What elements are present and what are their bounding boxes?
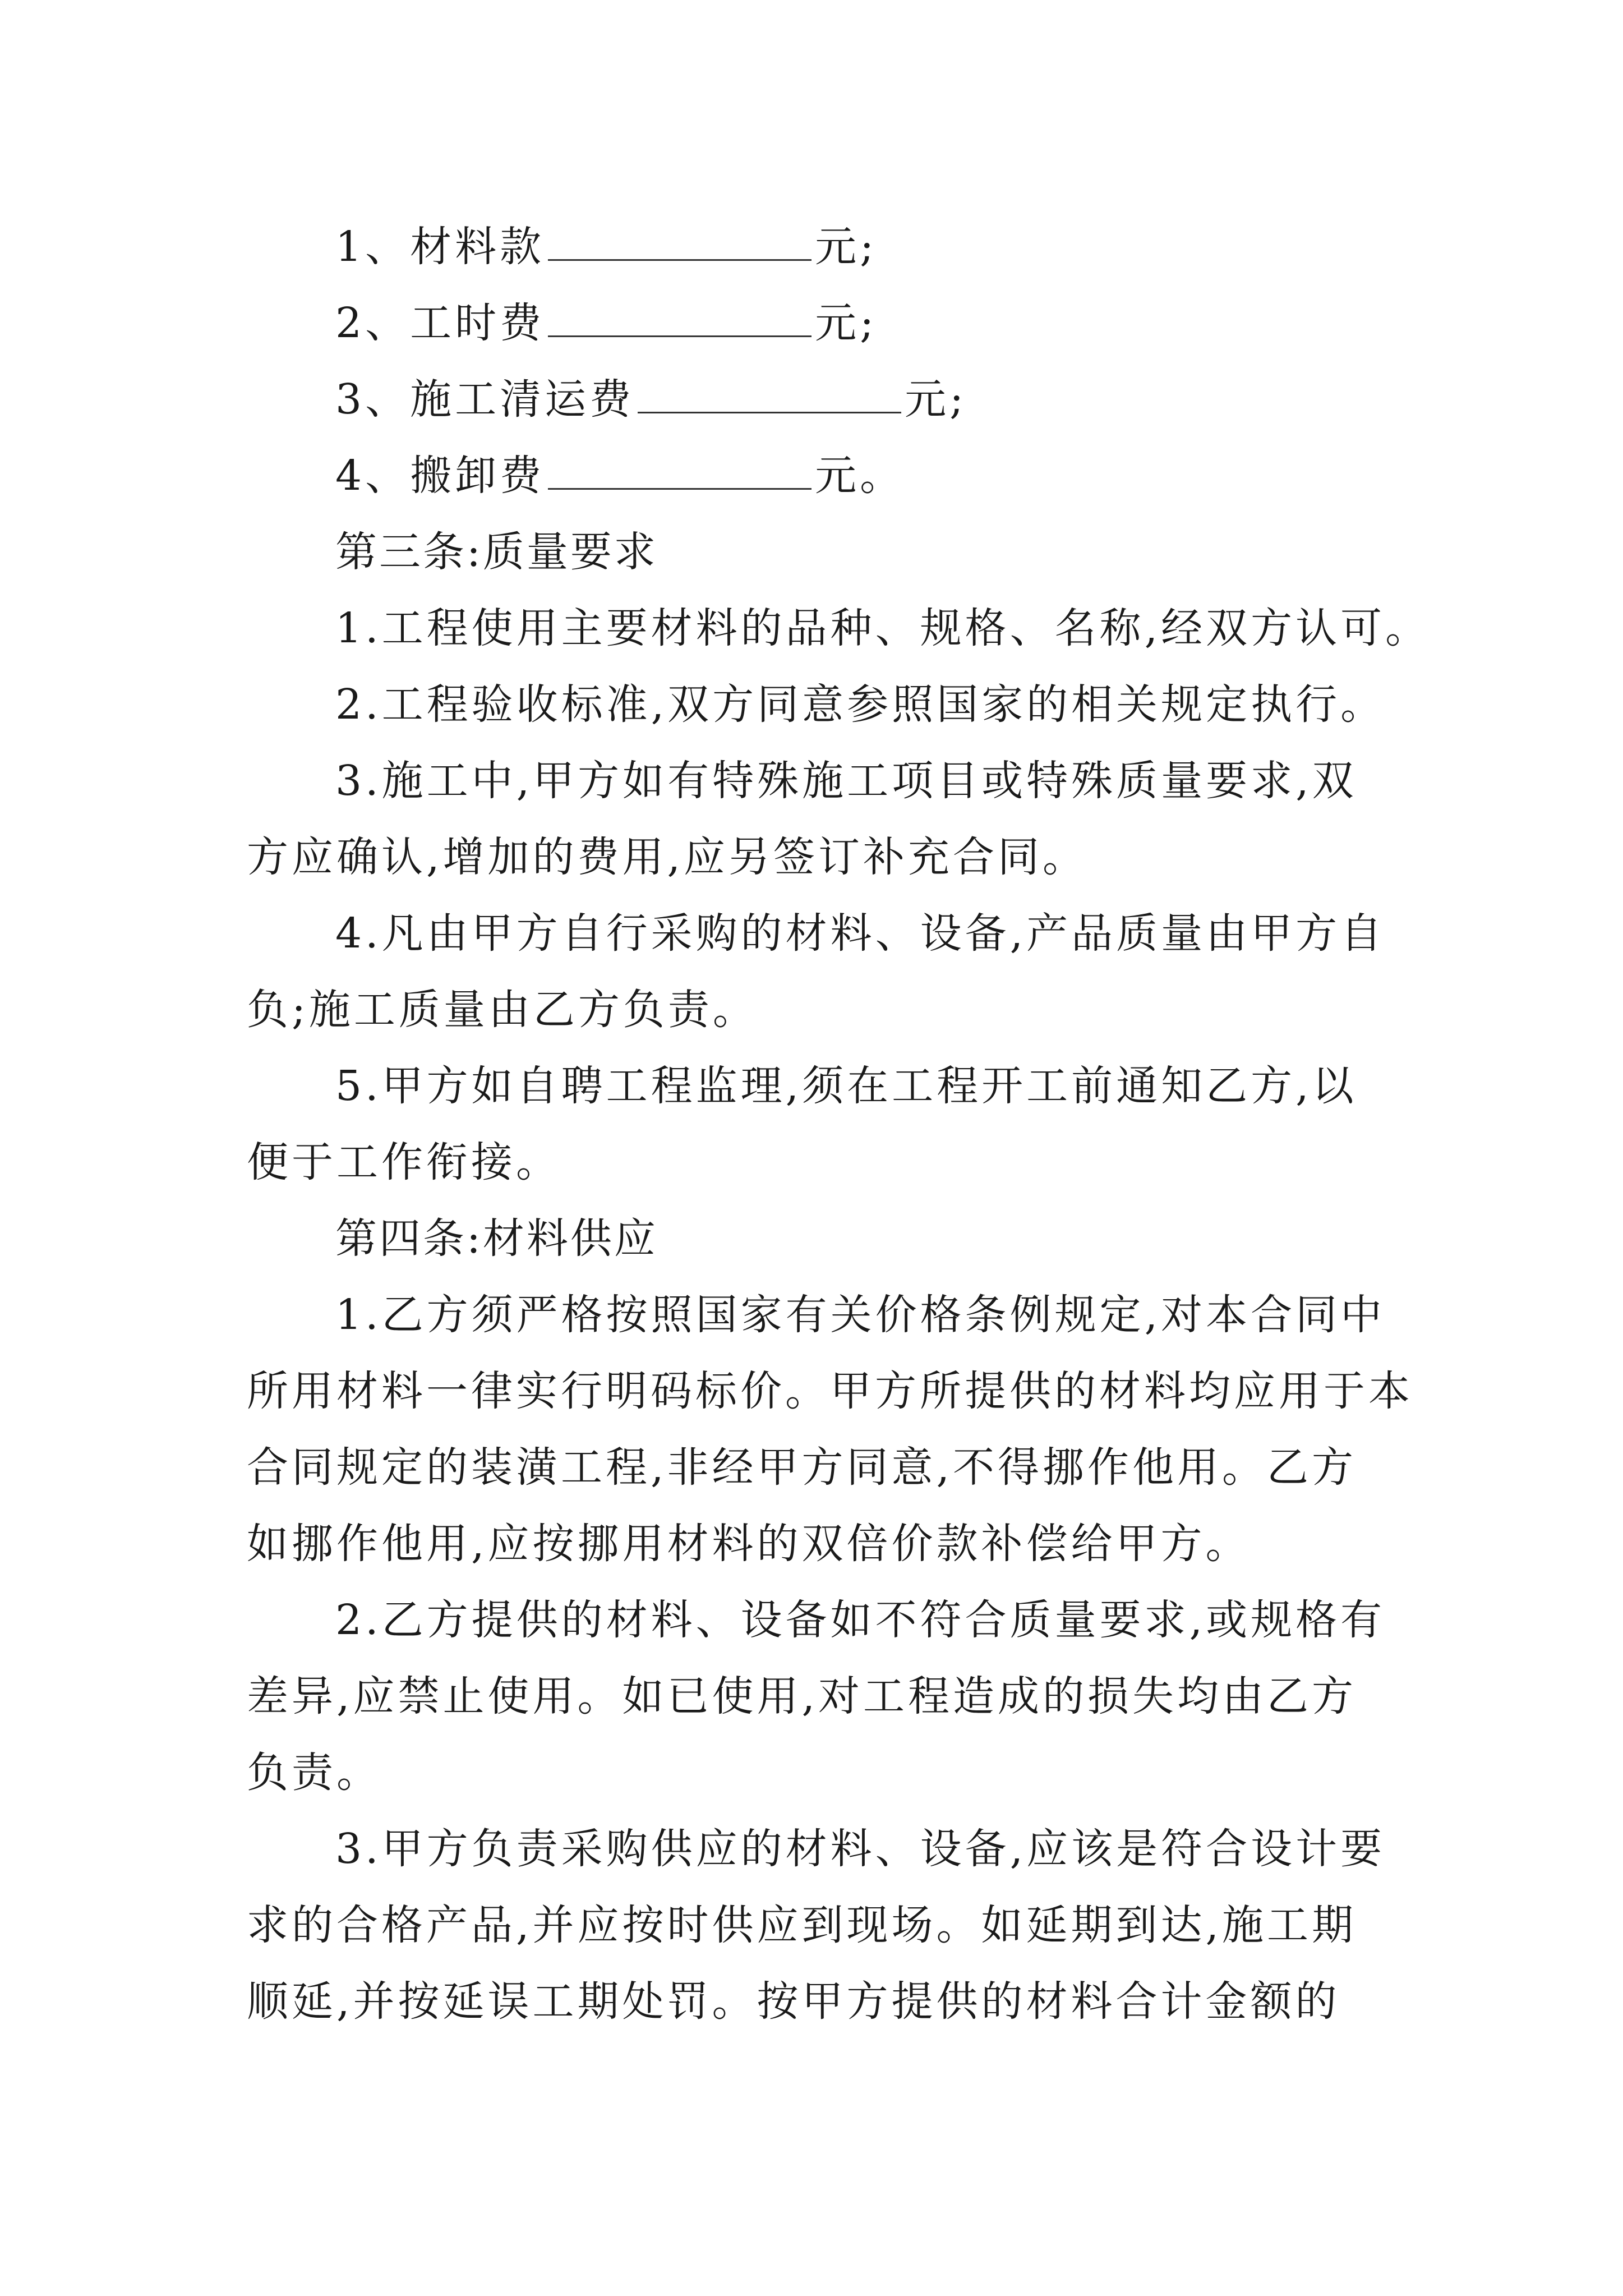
section-heading-materials: 第四条:材料供应	[335, 1214, 658, 1263]
fee-label: 4、搬卸费	[335, 452, 545, 500]
fee-line-labor	[335, 295, 877, 351]
section-heading-quality: 第三条:质量要求	[335, 528, 658, 576]
fee-line-cleanup	[335, 371, 967, 427]
paragraph-line: 4.凡由甲方自行采购的材料、设备,产品质量由甲方自	[335, 909, 1386, 958]
paragraph-line: 3.施工中,甲方如有特殊施工项目或特殊质量要求,双	[335, 757, 1357, 805]
paragraph-line: 1.乙方须严格按照国家有关价格条例规定,对本合同中	[335, 1291, 1386, 1339]
paragraph-line: 2.工程验收标准,双方同意参照国家的相关规定执行。	[335, 680, 1386, 729]
fee-line-material	[335, 219, 877, 275]
paragraph-line: 5.甲方如自聘工程监理,须在工程开工前通知乙方,以	[335, 1062, 1357, 1110]
paragraph-line: 1.工程使用主要材料的品种、规格、名称,经双方认可。	[335, 604, 1431, 652]
paragraph-line: 合同规定的装潢工程,非经甲方同意,不得挪作他用。乙方	[247, 1443, 1357, 1492]
fill-in-blank[interactable]	[638, 377, 901, 413]
fee-label: 2、工时费	[335, 299, 545, 347]
fee-unit: 元。	[815, 452, 905, 500]
paragraph-line: 顺延,并按延误工期处罚。按甲方提供的材料合计金额的	[247, 1977, 1340, 2026]
fill-in-blank[interactable]	[548, 453, 811, 490]
fee-unit: 元;	[815, 223, 878, 271]
fee-unit: 元;	[815, 299, 878, 347]
fee-label: 3、施工清运费	[335, 375, 635, 424]
paragraph-line: 所用材料一律实行明码标价。甲方所提供的材料均应用于本	[247, 1367, 1413, 1415]
fill-in-blank[interactable]	[548, 224, 811, 261]
paragraph-line: 2.乙方提供的材料、设备如不符合质量要求,或规格有	[335, 1596, 1386, 1644]
paragraph-line: 如挪作他用,应按挪用材料的双倍价款补偿给甲方。	[247, 1520, 1251, 1568]
paragraph-line: 方应确认,增加的费用,应另签订补充合同。	[247, 833, 1088, 881]
fee-line-handling	[335, 448, 905, 504]
paragraph-line: 负责。	[247, 1749, 381, 1797]
fee-label: 1、材料款	[335, 223, 545, 271]
fee-unit: 元;	[905, 375, 967, 424]
paragraph-line: 3.甲方负责采购供应的材料、设备,应该是符合设计要	[335, 1825, 1386, 1873]
paragraph-line: 便于工作衔接。	[247, 1138, 561, 1186]
paragraph-line: 负;施工质量由乙方负责。	[247, 986, 758, 1034]
paragraph-line: 求的合格产品,并应按时供应到现场。如延期到达,施工期	[247, 1901, 1357, 1949]
paragraph-line: 差异,应禁止使用。如已使用,对工程造成的损失均由乙方	[247, 1672, 1357, 1720]
fill-in-blank[interactable]	[548, 301, 811, 337]
